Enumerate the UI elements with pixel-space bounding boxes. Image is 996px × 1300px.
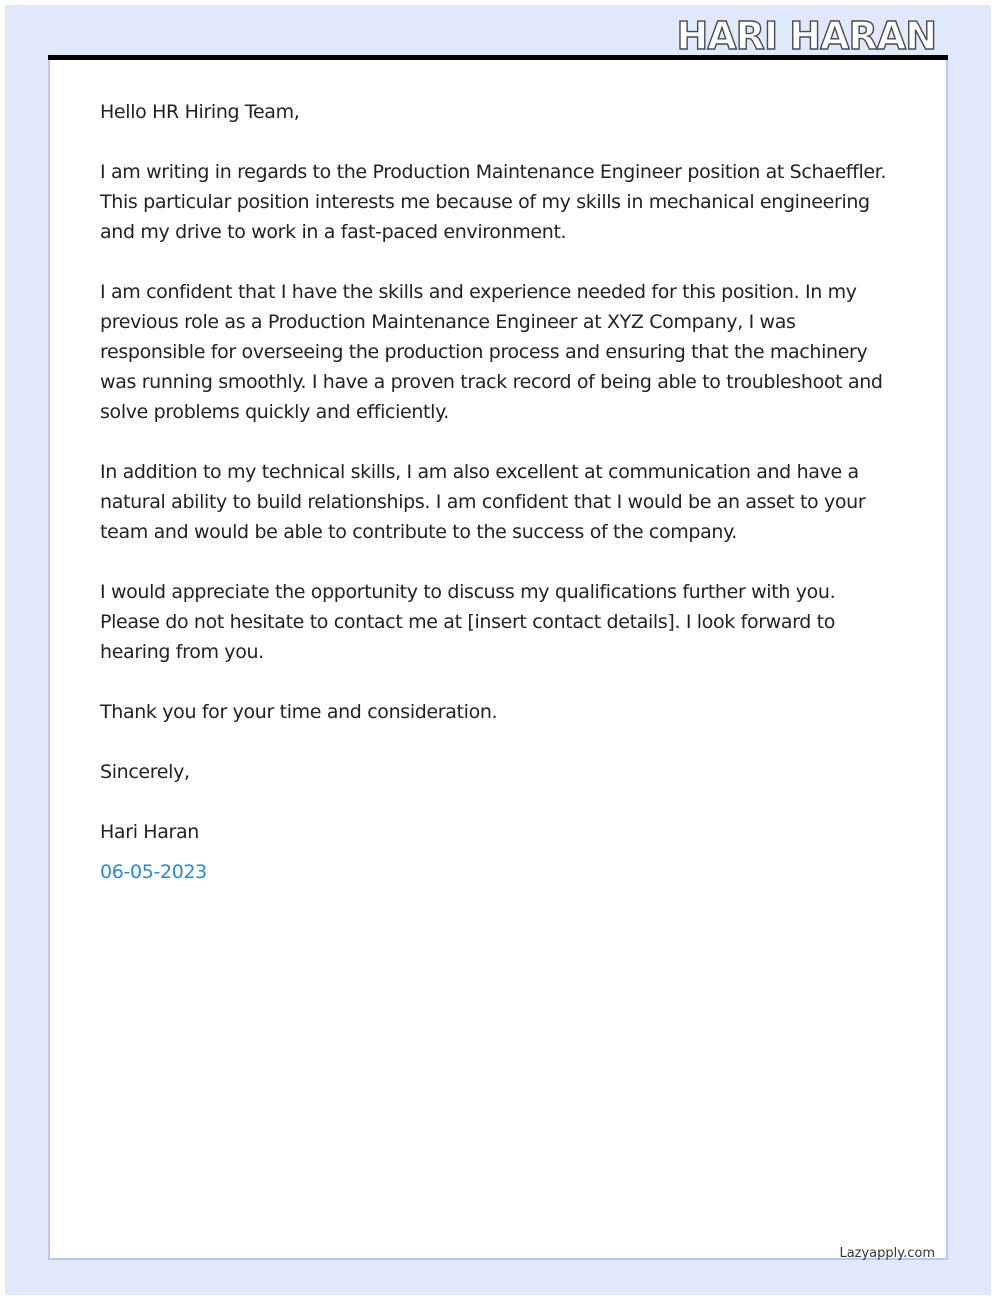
- letter-greeting: Hello HR Hiring Team,: [100, 101, 300, 123]
- letter-closing: Sincerely,: [100, 761, 190, 783]
- letter-signature: Hari Haran: [100, 821, 199, 843]
- applicant-name-header: HARI HARAN: [676, 14, 936, 58]
- letter-paragraph: In addition to my technical skills, I am also excellent at communication and have a natural ability to build relationships. I am confident that I would be an asset to your team and would be able to contribute to the success of the company.: [100, 461, 866, 543]
- cover-letter-body: [100, 97, 900, 917]
- footer-brand: Lazyapply.com: [839, 1246, 935, 1261]
- letter-date: 06-05-2023: [100, 861, 207, 883]
- letter-paragraph: Thank you for your time and consideration.: [100, 701, 498, 723]
- letter-paragraph: I am writing in regards to the Production Maintenance Engineer position at Schaeffler. This particular position interests me because of my skills in mechanical engineering and my drive to work in a fast-paced environment.: [100, 161, 887, 243]
- letter-paragraph: I would appreciate the opportunity to discuss my qualifications further with you. Please do not hesitate to contact me at [insert contact details]. I look forward to hearing from you.: [100, 581, 836, 663]
- letter-paragraph: I am confident that I have the skills and experience needed for this position. In my previous role as a Production Maintenance Engineer at XYZ Company, I was responsible for overseeing the production process and ensuring that the machinery was running smoothly. I have a proven track record of being able to troubleshoot and solve problems quickly and efficiently.: [100, 281, 883, 423]
